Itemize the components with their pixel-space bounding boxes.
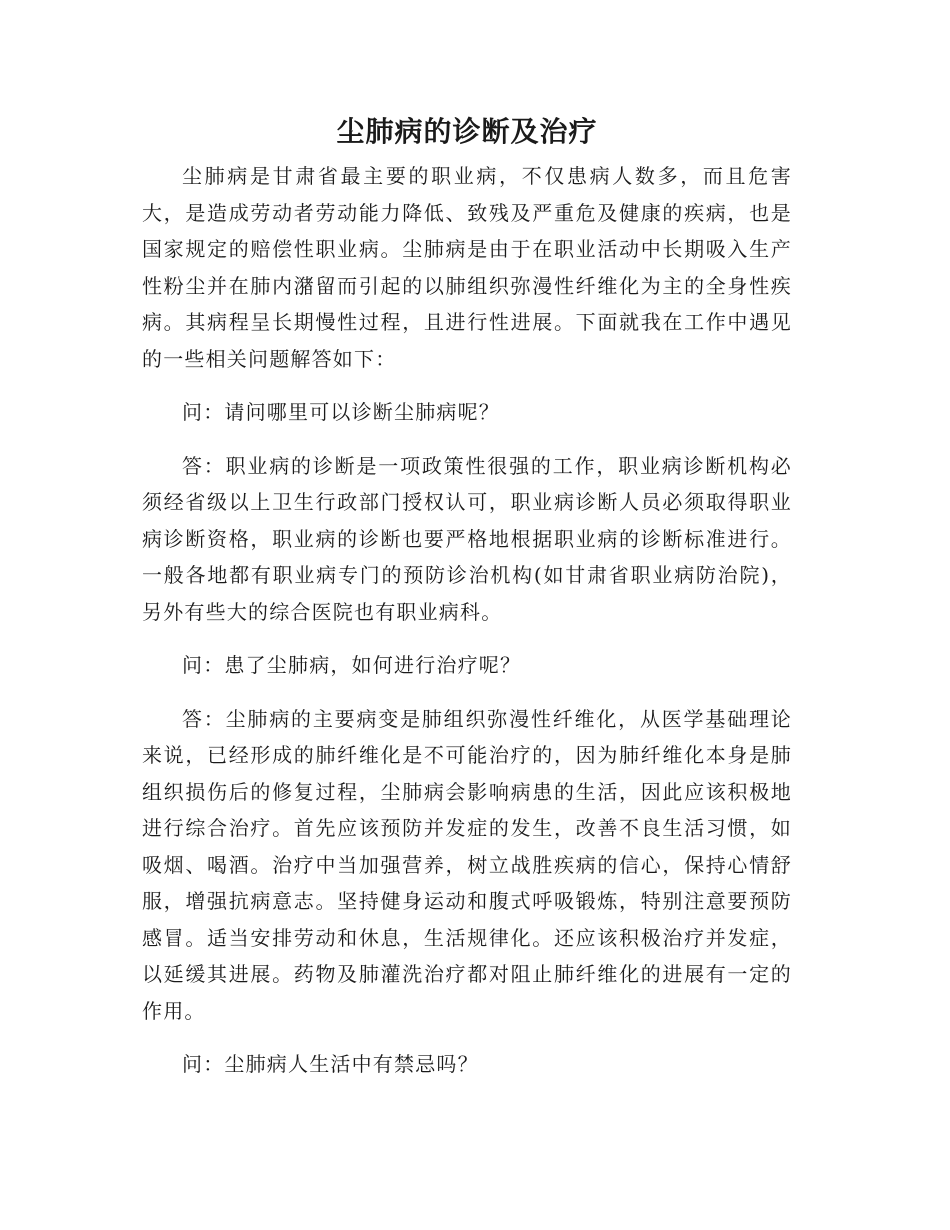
answer-how-treat: 答：尘肺病的主要病变是肺组织弥漫性纤维化，从医学基础理论来说，已经形成的肺纤维化是不可能治疗的，因为肺纤维化本身是肺组织损伤后的修复过程，尘肺病会影响病患的生活，因此应该积极地进行综合治疗。首先应该预防并发症的发生，改善不良生活习惯，如吸烟、喝酒。治疗中当加强营养，树立战胜疾病的信心，保持心情舒服，增强抗病意志。坚持健身运动和腹式呼吸锻炼，特别注意要预防感冒。适当安排劳动和休息，生活规律化。还应该积极治疗并发症，以延缓其进展。药物及肺灌洗治疗都对阻止肺纤维化的进展有一定的作用。 [142, 706, 792, 1023]
document-page [142, 112, 792, 1100]
document-title: 尘肺病的诊断及治疗 [336, 115, 598, 148]
question-how-treat: 问：患了尘肺病，如何进行治疗呢？ [182, 653, 522, 677]
paragraph-intro: 尘肺病是甘肃省最主要的职业病，不仅患病人数多，而且危害大，是造成劳动者劳动能力降低、致残及严重危及健康的疾病，也是国家规定的赔偿性职业病。尘肺病是由于在职业活动中长期吸入生产性粉尘并在肺内潴留而引起的以肺组织弥漫性纤维化为主的全身性疾病。其病程呈长期慢性过程，且进行性进展。下面就我在工作中遇见的一些相关问题解答如下： [142, 164, 792, 371]
question-taboos: 问：尘肺病人生活中有禁忌吗？ [182, 1052, 479, 1076]
question-where-diagnose: 问：请问哪里可以诊断尘肺病呢？ [182, 400, 500, 424]
answer-where-diagnose: 答：职业病的诊断是一项政策性很强的工作，职业病诊断机构必须经省级以上卫生行政部门授权认可，职业病诊断人员必须取得职业病诊断资格，职业病的诊断也要严格地根据职业病的诊断标准进行。一般各地都有职业病专门的预防诊治机构(如甘肃省职业病防治院)，另外有些大的综合医院也有职业病科。 [142, 453, 792, 624]
